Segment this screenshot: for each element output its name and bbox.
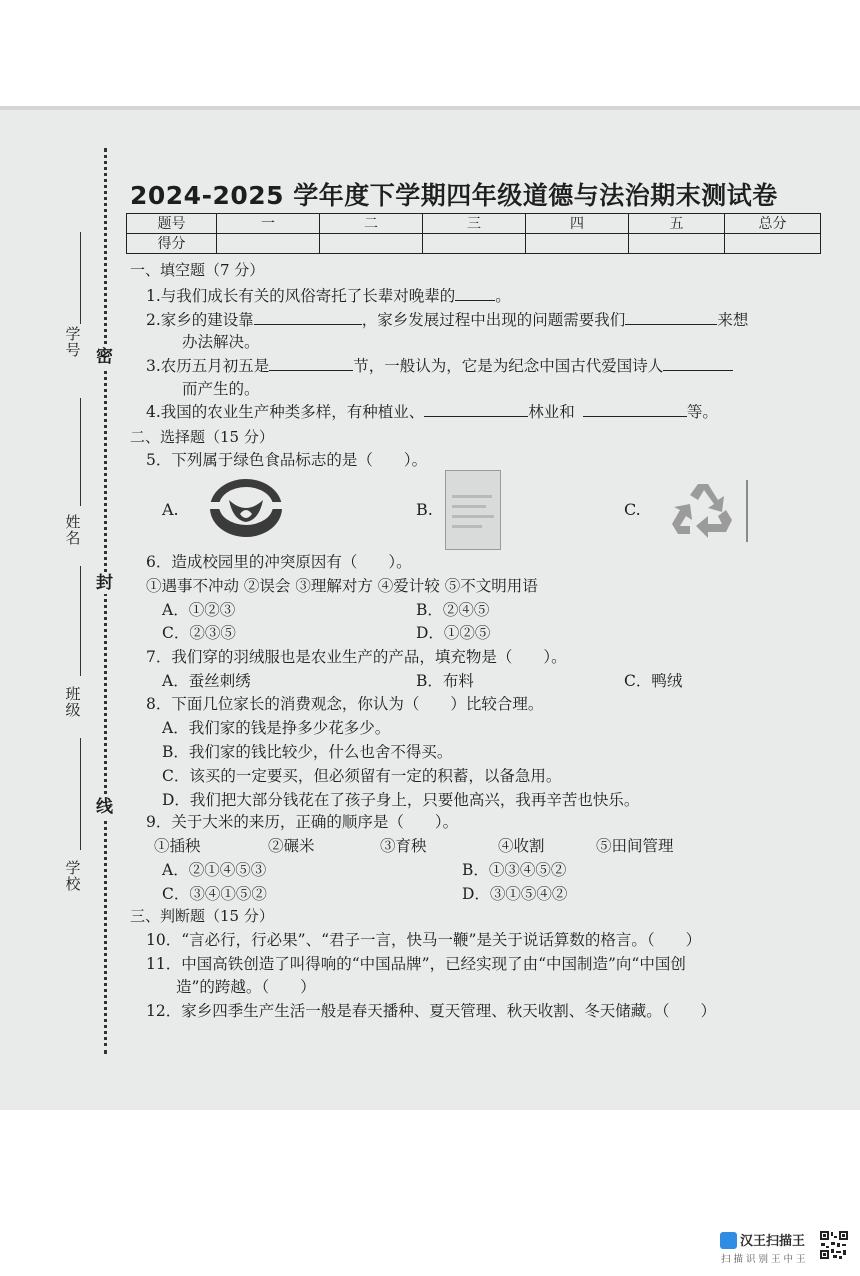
question-11: 11．中国高铁创造了叫得响的“中国品牌”，已经实现了由“中国制造”向“中国创 (146, 955, 686, 973)
q8-option-d[interactable]: D．我们把大部分钱花在了孩子身上，只要他高兴，我再辛苦也快乐。 (162, 791, 640, 809)
score-cell[interactable] (629, 234, 725, 254)
header-cell: 总分 (725, 214, 821, 234)
q6-option-b[interactable]: B．②④⑤ (416, 601, 490, 619)
score-table-score-row (127, 234, 821, 254)
q4-text-a: 4.我国的农业生产种类多样，有种植业、 (146, 403, 425, 421)
score-table-header-row (127, 214, 821, 234)
header-cell: 三 (423, 214, 526, 234)
q4-blank-2[interactable] (583, 402, 687, 417)
q1-text: 1.与我们成长有关的风俗寄托了长辈对晚辈的 (146, 287, 456, 305)
q5-option-c[interactable]: C. (624, 500, 641, 519)
q2-text-c: 来想 (717, 311, 749, 329)
q1-blank[interactable] (455, 286, 495, 301)
q7-option-b[interactable]: B．布料 (416, 672, 474, 690)
row-label-cell: 得分 (127, 234, 217, 254)
q9-item-3: ③育秧 (380, 837, 427, 855)
header-cell: 题号 (127, 214, 217, 234)
q3-blank-1[interactable] (269, 356, 353, 371)
page-title: 2024-2025 学年度下学期四年级道德与法治期末测试卷 (130, 181, 778, 210)
question-11-cont: 造”的跨越。（ ） (176, 978, 316, 996)
q4-text-c: 等。 (686, 403, 718, 421)
q6-option-a[interactable]: A．①②③ (162, 601, 236, 619)
question-3 (146, 356, 733, 376)
recycle-icon (668, 480, 738, 540)
question-7: 7．我们穿的羽绒服也是农业生产的产品，填充物是（ ）。 (146, 648, 567, 666)
header-cell: 四 (526, 214, 629, 234)
question-3-cont: 而产生的。 (182, 380, 260, 398)
school-line (80, 738, 81, 850)
watermark-name: 汉王扫描王 (740, 1234, 806, 1249)
q6-items: ①遇事不冲动 ②误会 ③理解对方 ④爱计较 ⑤不文明用语 (146, 577, 538, 595)
q7-option-a[interactable]: A．蚕丝刺绣 (162, 672, 251, 690)
class-line (80, 566, 81, 676)
header-cell: 五 (629, 214, 725, 234)
q4-text-b: 林业和 (528, 403, 575, 421)
question-8: 8．下面几位家长的消费观念，你认为（ ）比较合理。 (146, 695, 544, 713)
watermark-subtitle: 扫描识别王中王 (721, 1254, 809, 1265)
q9-option-a[interactable]: A．②①④⑤③ (162, 861, 267, 879)
q9-option-d[interactable]: D．③①⑤④② (462, 885, 568, 903)
q4-blank-1[interactable] (424, 402, 528, 417)
green-food-logo-icon (207, 476, 285, 540)
question-2 (146, 310, 748, 330)
question-6: 6．造成校园里的冲突原因有（ ）。 (146, 553, 412, 571)
scanner-app-icon (720, 1232, 737, 1249)
question-1 (146, 286, 511, 306)
section-fill-in: 一、填空题（7 分） (130, 261, 265, 279)
q1-end: 。 (495, 287, 511, 305)
school-label: 学校 (65, 859, 81, 893)
binding-char-mi: 密 (96, 347, 113, 367)
binding-char-xian: 线 (96, 797, 113, 817)
header-cell: 二 (320, 214, 423, 234)
q3-blank-2[interactable] (663, 356, 733, 371)
section-true-false: 三、判断题（15 分） (130, 907, 274, 925)
q2-blank-2[interactable] (625, 310, 717, 325)
product-image-icon (445, 470, 501, 550)
name-label: 姓名 (65, 513, 81, 547)
q9-option-c[interactable]: C．③④①⑤② (162, 885, 267, 903)
score-cell[interactable] (423, 234, 526, 254)
student-id-line (80, 232, 81, 324)
q8-option-a[interactable]: A．我们家的钱是挣多少花多少。 (162, 719, 391, 737)
section-choice: 二、选择题（15 分） (130, 428, 274, 446)
score-cell[interactable] (526, 234, 629, 254)
score-cell[interactable] (320, 234, 423, 254)
q6-option-c[interactable]: C．②③⑤ (162, 624, 236, 642)
score-cell[interactable] (725, 234, 821, 254)
q9-item-4: ④收割 (498, 837, 545, 855)
binding-dotted-line (104, 148, 107, 1054)
q9-item-5: ⑤田间管理 (596, 837, 674, 855)
question-2-cont: 办法解决。 (182, 333, 260, 351)
question-4 (146, 402, 718, 422)
q5-option-a[interactable]: A. (162, 500, 179, 519)
q3-text-b: 节，一般认为，它是为纪念中国古代爱国诗人 (353, 357, 664, 375)
binding-char-feng: 封 (96, 573, 113, 593)
image-border-line (746, 480, 748, 542)
q2-text-b: ，家乡发展过程中出现的问题需要我们 (361, 311, 626, 329)
score-table (126, 213, 821, 254)
q8-option-b[interactable]: B．我们家的钱比较少，什么也舍不得买。 (162, 743, 453, 761)
q9-option-b[interactable]: B．①③④⑤② (462, 861, 567, 879)
q9-item-2: ②碾米 (268, 837, 315, 855)
scanner-watermark (720, 1230, 850, 1268)
q6-option-d[interactable]: D．①②⑤ (416, 624, 491, 642)
class-label: 班级 (65, 685, 81, 719)
score-cell[interactable] (217, 234, 320, 254)
qr-code-icon (819, 1230, 849, 1260)
q9-item-1: ①插秧 (154, 837, 201, 855)
header-cell: 一 (217, 214, 320, 234)
q2-text-a: 2.家乡的建设靠 (146, 311, 254, 329)
q5-option-b[interactable]: B. (416, 500, 433, 519)
name-line (80, 398, 81, 506)
q7-option-c[interactable]: C．鸭绒 (624, 672, 683, 690)
question-5: 5．下列属于绿色食品标志的是（ ）。 (146, 451, 428, 469)
q2-blank-1[interactable] (254, 310, 362, 325)
question-12: 12．家乡四季生产生活一般是春天播种、夏天管理、秋天收割、冬天储藏。（ ） (146, 1002, 716, 1020)
question-10: 10．“言必行，行必果”、“君子一言，快马一鞭”是关于说话算数的格言。（ ） (146, 931, 702, 949)
scan-edge (0, 106, 860, 110)
student-id-label: 学号 (65, 325, 81, 359)
q8-option-c[interactable]: C．该买的一定要买，但必须留有一定的积蓄，以备急用。 (162, 767, 562, 785)
question-9: 9．关于大米的来历，正确的顺序是（ ）。 (146, 813, 459, 831)
q3-text-a: 3.农历五月初五是 (146, 357, 270, 375)
